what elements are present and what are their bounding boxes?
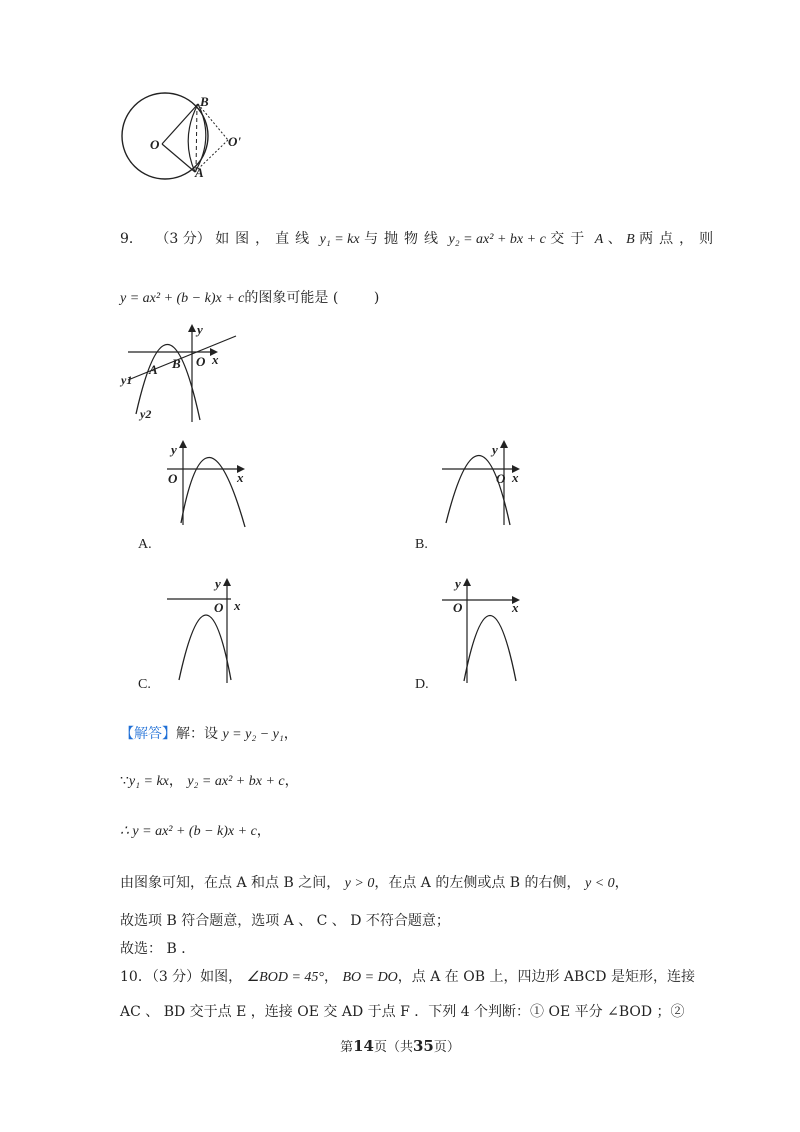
page-footer — [0, 1036, 800, 1055]
segment-ob — [162, 104, 198, 144]
answer-l2-eq1: y₁ = kx — [128, 774, 169, 789]
label-x: x — [512, 470, 519, 485]
q9-sep: 、 — [607, 231, 622, 247]
q10-l1a: 10．（3 分）如图， — [120, 969, 243, 985]
answer-l2-end: ， — [284, 773, 299, 789]
figure-q9 — [118, 322, 243, 422]
label-o: O — [496, 471, 506, 486]
answer-l4-eq1: y > 0 — [344, 876, 375, 891]
footer-prefix: 第 — [340, 1040, 354, 1055]
label-o: O — [453, 600, 463, 615]
q9-score: （3 分） — [155, 231, 211, 247]
label-x: x — [234, 598, 241, 613]
parabola — [446, 455, 510, 525]
answer-line4 — [120, 872, 629, 892]
label-a: A — [195, 165, 204, 180]
answer-l4-text: 由图象可知，在点 A 和点 B 之间， — [120, 875, 341, 891]
label-x: x — [512, 600, 519, 615]
parabola — [179, 615, 231, 680]
footer-suffix: 页） — [433, 1040, 460, 1055]
q9-y2-eq: y₂ = ax² + bx + c — [448, 232, 546, 247]
q9-text1: 如图，直线 — [215, 231, 316, 247]
option-d-label[interactable]: D. — [415, 677, 429, 692]
q9-expr: y = ax² + (b − k)x + c — [120, 291, 245, 306]
q9-point-b: B — [626, 232, 635, 247]
figure-circle — [110, 88, 260, 188]
answer-l4-eq2: y < 0 — [584, 876, 615, 891]
answer-l4-mid: ，在点 A 的左侧或点 B 的右侧， — [374, 875, 581, 891]
answer-line3 — [120, 820, 271, 840]
q9-text4: 两点，则 — [639, 231, 720, 247]
label-o: O — [168, 471, 178, 486]
footer-page: 14 — [353, 1037, 374, 1055]
label-o: O — [196, 354, 206, 369]
footer-mid: 页（共 — [373, 1040, 413, 1055]
label-y: y — [197, 322, 203, 337]
option-b-label[interactable]: B. — [415, 537, 428, 552]
answer-l1-eq: y = y₂ − y₁ — [222, 727, 284, 742]
label-y: y — [455, 576, 461, 591]
q9-point-a: A — [594, 232, 604, 247]
answer-line1 — [120, 723, 298, 743]
q10-l1c: ，点 A 在 OB 上，四边形 ABCD 是矩形，连接 — [397, 969, 695, 985]
option-c-label[interactable]: C. — [138, 677, 151, 692]
label-y: y — [492, 442, 498, 457]
footer-total: 35 — [413, 1037, 434, 1055]
label-x: x — [212, 352, 219, 367]
q10-l1b: ， — [324, 969, 338, 985]
option-b-graph — [440, 435, 530, 530]
label-x: x — [237, 470, 244, 485]
answer-l2-eq2: y₂ = ax² + bx + c — [187, 774, 285, 789]
y-arrow — [500, 440, 508, 448]
q9-number: 9． — [120, 231, 143, 247]
y-arrow — [188, 324, 196, 332]
label-b: B — [172, 356, 181, 371]
option-a-graph — [165, 435, 255, 530]
chord-ab-dashed — [196, 104, 197, 172]
answer-line5: 故选项 B 符合题意，选项 A 、 C 、 D 不符合题意； — [120, 913, 450, 929]
label-o: O — [214, 600, 224, 615]
y-arrow — [179, 440, 187, 448]
segment-bo2-dotted — [198, 104, 228, 140]
answer-l2-comma: ， — [168, 773, 183, 789]
label-o: O — [150, 137, 160, 152]
q10-eq1: ∠BOD = 45° — [246, 970, 324, 985]
answer-line6: 故选： B ． — [120, 941, 196, 957]
parabola — [181, 457, 245, 527]
answer-because: ∵ — [120, 773, 129, 789]
label-o-prime: O' — [228, 134, 241, 149]
q9-text2: 与抛物线 — [364, 231, 445, 247]
answer-l1-end: ， — [283, 726, 298, 742]
q10-eq2: BO = DO — [342, 970, 398, 985]
option-c-graph — [165, 575, 255, 685]
q9-text3: 交于 — [550, 231, 591, 247]
q9-y1-eq: y₁ = kx — [319, 232, 360, 247]
label-y: y — [215, 576, 221, 591]
option-a-label[interactable]: A. — [138, 537, 152, 552]
label-b: B — [200, 94, 209, 109]
q10-line2: AC 、 BD 交于点 E ，连接 OE 交 AD 于点 F ．下列 4 个判断：① OE 平分 ∠BOD ；② — [120, 1004, 685, 1020]
y-arrow — [223, 578, 231, 586]
answer-l1-text: 解：设 — [176, 726, 218, 742]
q9-line1 — [120, 228, 719, 248]
label-a: A — [149, 362, 158, 377]
answer-tag: 【解答】 — [120, 726, 176, 742]
line-y1 — [128, 336, 236, 380]
answer-l3-eq: ∴ y = ax² + (b − k)x + c — [120, 824, 257, 839]
q9-line2 — [120, 287, 379, 307]
q9-paren: ( ) — [332, 290, 380, 306]
q10-line1 — [120, 966, 695, 986]
option-d-graph — [440, 575, 530, 685]
y-arrow — [463, 578, 471, 586]
answer-l3-end: ， — [256, 823, 271, 839]
parabola — [464, 616, 516, 682]
label-y2: y2 — [140, 407, 152, 421]
answer-line2 — [120, 770, 299, 790]
label-y1: y1 — [121, 373, 133, 387]
answer-l4-end: ， — [614, 875, 629, 891]
label-y: y — [171, 442, 177, 457]
q9-text5: 的图象可能是 — [244, 290, 329, 306]
